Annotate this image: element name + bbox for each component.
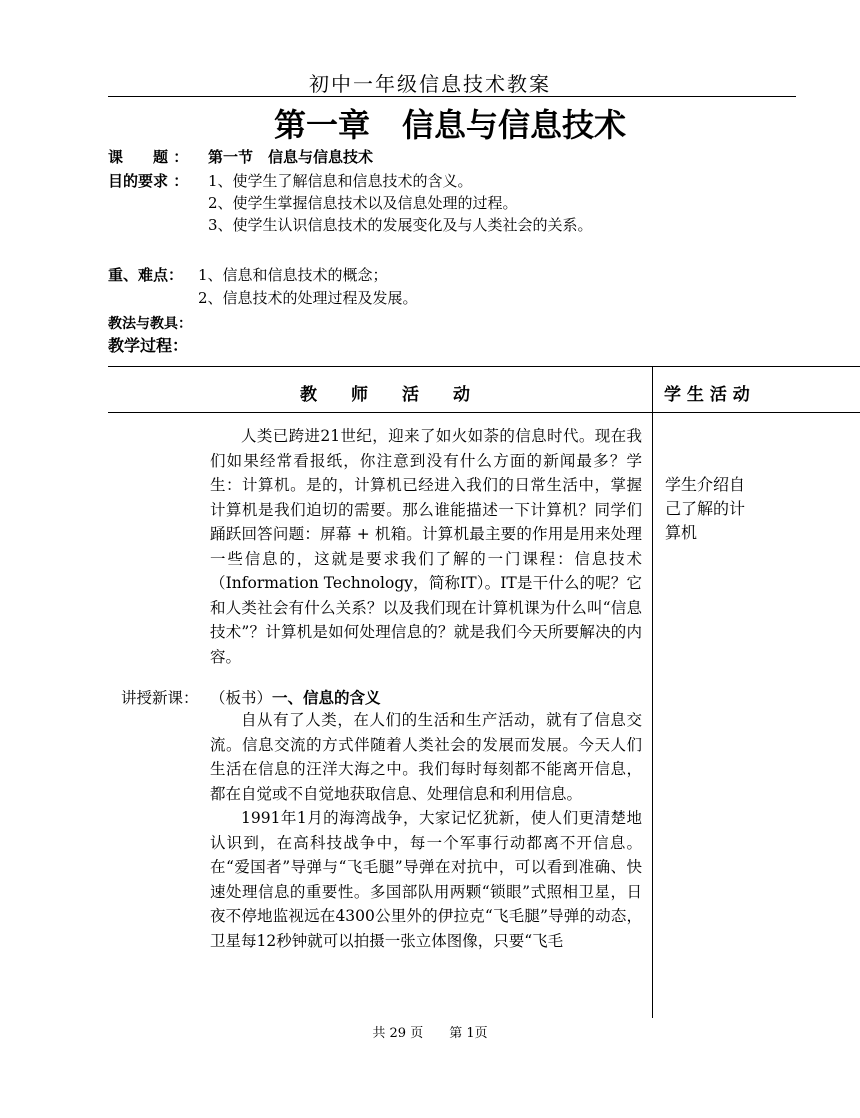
student-activity-header: 学 生 活 动: [664, 385, 750, 405]
board-line: [210, 686, 381, 708]
goals-label: 目的要求 ：: [108, 172, 189, 190]
keypoint-item: 2、信息技术的处理过程及发展。: [198, 289, 418, 307]
student-note: 学生介绍自己了解的计算机: [665, 475, 746, 542]
table-column-divider: [652, 366, 653, 1018]
board-prefix: （板书）: [210, 689, 273, 707]
document-header-title: 初中一年级信息技术教案: [309, 72, 551, 96]
goal-item: 1、使学生了解信息和信息技术的含义。: [208, 172, 473, 190]
goal-item: 2、使学生掌握信息技术以及信息处理的过程。: [208, 194, 518, 212]
process-label: 教学过程：: [108, 336, 189, 355]
topic-value: 第一节 信息与信息技术: [208, 148, 374, 166]
page-footer: 共 29 页 第 1页: [372, 1026, 488, 1041]
teacher-intro: [210, 424, 642, 669]
topic-label: 课 题 ：: [108, 148, 189, 166]
goal-item: 3、使学生认识信息技术的发展变化及与人类社会的关系。: [208, 216, 593, 234]
lesson-paragraph: 自从有了人类，在人们的生活和生产活动，就有了信息交流。信息交流的方式伴随着人类社会的发展而发展。今天人们生活在信息的汪洋大海之中。我们每时每刻都不能离开信息，都在自觉或不自觉地获取信息、处理信息和利用信息。: [210, 711, 642, 803]
keypoints-label: 重、难点：: [108, 266, 184, 284]
chapter-title: 第一章 信息与信息技术: [273, 106, 626, 144]
table-header-border: [108, 412, 860, 413]
new-lesson-label: 讲授新课：: [121, 689, 199, 707]
table-top-border: [108, 366, 860, 367]
lesson-paragraph: 1991年1月的海湾战争，大家记忆犹新，使人们更清楚地认识到，在高科技战争中，每一个军事行动都离不开信息。在“爱国者”导弹与“飞毛腿”导弹在对抗中，可以看到准确、快速处理信息的重要性。多国部队用两颗“锁眼”式照相卫星，日夜不停地监视远在4300公里外的伊拉克“飞毛腿”导弹的动态，卫星每12秒钟就可以拍摄一张立体图像，只要“飞毛: [210, 809, 642, 950]
methods-label: 教法与教具：: [108, 316, 192, 332]
intro-paragraph: 人类已跨进21世纪，迎来了如火如荼的信息时代。现在我们如果经常看报纸，你注意到没有什么方面的新闻最多？学生：计算机。是的，计算机已经进入我们的日常生活中，掌握计算机是我们迫切的需要。那么谁能描述一下计算机？同学们踊跃回答问题：屏幕 + 机箱。计算机最主要的作用是用来处理一些信息的，这就是要求我们了解的一门课程：信息技术（Information Technology，简称IT）。IT是干什么的呢？它和人类社会有什么关系？以及我们现在计算机课为什么叫“信息技术”？计算机是如何处理信息的？就是我们今天所要解决的内容。: [210, 427, 642, 666]
keypoint-item: 1、信息和信息技术的概念；: [198, 266, 388, 284]
board-heading: 一、信息的含义: [272, 688, 381, 707]
teacher-activity-header: 教 师 活 动: [300, 385, 470, 405]
header-divider: [108, 96, 796, 97]
lesson-body: [210, 708, 642, 953]
